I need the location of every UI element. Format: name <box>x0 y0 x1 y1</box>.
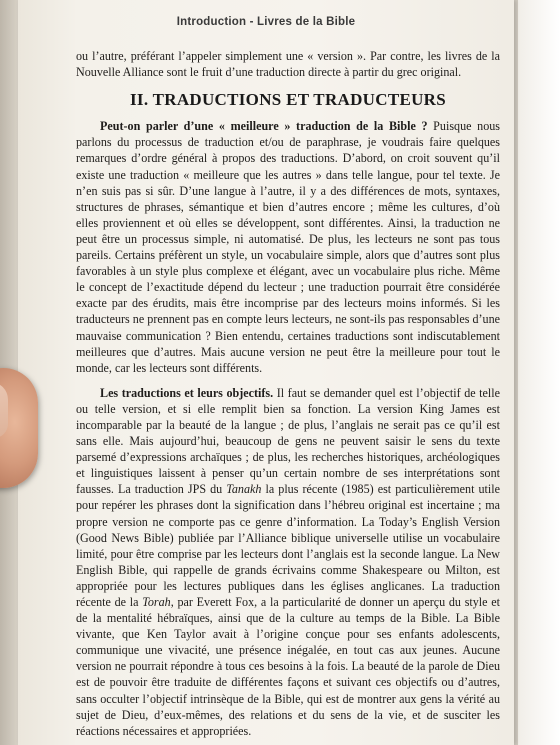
running-head: Introduction - Livres de la Bible <box>176 16 356 28</box>
torah-italic: Torah <box>142 595 171 609</box>
intro-paragraph: ou l’autre, préférant l’appeler simplement une « version ». Par contre, les livres de la Nouvelle Alliance sont le fruit d’une traduction directe à partir du grec original. <box>76 49 500 80</box>
book-page <box>18 0 514 745</box>
paragraph-objectives <box>76 385 500 739</box>
background-right <box>518 0 560 745</box>
page-text <box>76 48 500 739</box>
paragraph1-lead: Peut-on parler d’une « meilleure » traduction de la Bible ? <box>100 119 428 134</box>
paragraph2-body-b: la plus récente (1985) est particulièrement utile pour repérer les phrases dont la signification dans l’hébreu original est incertaine ; ma propre version ne comporte pas ce genre d’information. La Today’s English Version (Good News Bible) publiée par l’Alliance biblique universelle utilise un vocabulaire limité, pour être comprise par les lecteurs dont l’anglais est la seconde langue. La New English Bible, qui rappelle de grands écrivains comme Shakespeare ou Milton, est appropriée pour les lectures publiques dans les églises anglicanes. La traduction récente de la <box>76 482 501 609</box>
section-heading: II. TRADUCTIONS ET TRADUCTEURS <box>129 90 447 110</box>
paragraph2-body-a: Il faut se demander quel est l’objectif de telle ou telle version, et si elle remplit bien sa fonction. La version King James est incomparable par la beauté de la langue ; de plus, l’anglais ne serait pas ce qu’il est sans elle. Mais aujourd’hui, beaucoup de gens ne peuvent saisir le sens du texte parsemé d’expressions archaïques ; de plus, les recherches historiques, archéologiques et linguistiques laissent à penser qu’un certain nombre de ses interprétations sont fausses. La traduction JPS du <box>76 385 500 497</box>
paragraph1-body: Puisque nous parlons du processus de traduction et/ou de paraphrase, je voudrais faire quelques remarques d’ordre général à propos des traductions. D’abord, on croit souvent qu’il existe une traduction « meilleure que les autres » dans telle langue, pour tel texte. Je n’en suis pas si sûr. D’une langue à l’autre, il y a des différences de mots, syntaxes, structures de phrases, sémantique et bien d’autres encore ; même les cultures, d’où elles proviennent et où elles se développent, sont différentes. Ainsi, la traduction ne peut être un processus simple, ni automatisé. De plus, les lecteurs ne sont pas tous pareils. Certains préfèrent un style, un vocabulaire simple, alors que d’autres sont plus favorables à un style plus complexe et élégant, avec un vocabulaire plus riche. Même le concept de l’exactitude dépend du lecteur ; une traduction pourrait être considérée exacte par des érudits, mais être incomprise par des lecteurs moins informés. Si les traducteurs ne prennent pas en compte leurs lecteurs, ne sont-ils pas responsables d’une mauvaise communication ? Bien entendu, certaines traductions sont indiscutablement meilleures que d’autres. Mais aucune version ne peut être la meilleure pour tout le monde, car les lecteurs sont différents. <box>76 119 500 375</box>
paragraph-best-translation <box>76 118 500 376</box>
thumb-nail <box>0 382 8 438</box>
paragraph2-lead: Les traductions et leurs objectifs. <box>100 385 274 400</box>
tanakh-italic: Tanakh <box>226 482 262 497</box>
paragraph2-body-c: , par Everett Fox, a la particularité de donner un aperçu du style et de la mentalité hébraïques, ainsi que de la culture au temps de la Bible. La Bible vivante, que Ken Taylor avait à l’origine conçue pour ses enfants adolescents, communique une vivacité, une présence inégalée, en tout cas aux jeunes. Aucune version ne pourrait répondre à tous ces besoins à la fois. La beauté de la parole de Dieu est de pouvoir être traduite de différentes façons et suivant ces objectifs ou d’autres, sans occulter l’objectif intrinsèque de la Bible, qui est de montrer aux gens la vérité au sujet de Dieu, d’eux-mêmes, des relations et du sens de la vie, et de susciter les réactions nécessaires et appropriées. <box>76 595 501 738</box>
thumb-finger <box>0 368 38 488</box>
